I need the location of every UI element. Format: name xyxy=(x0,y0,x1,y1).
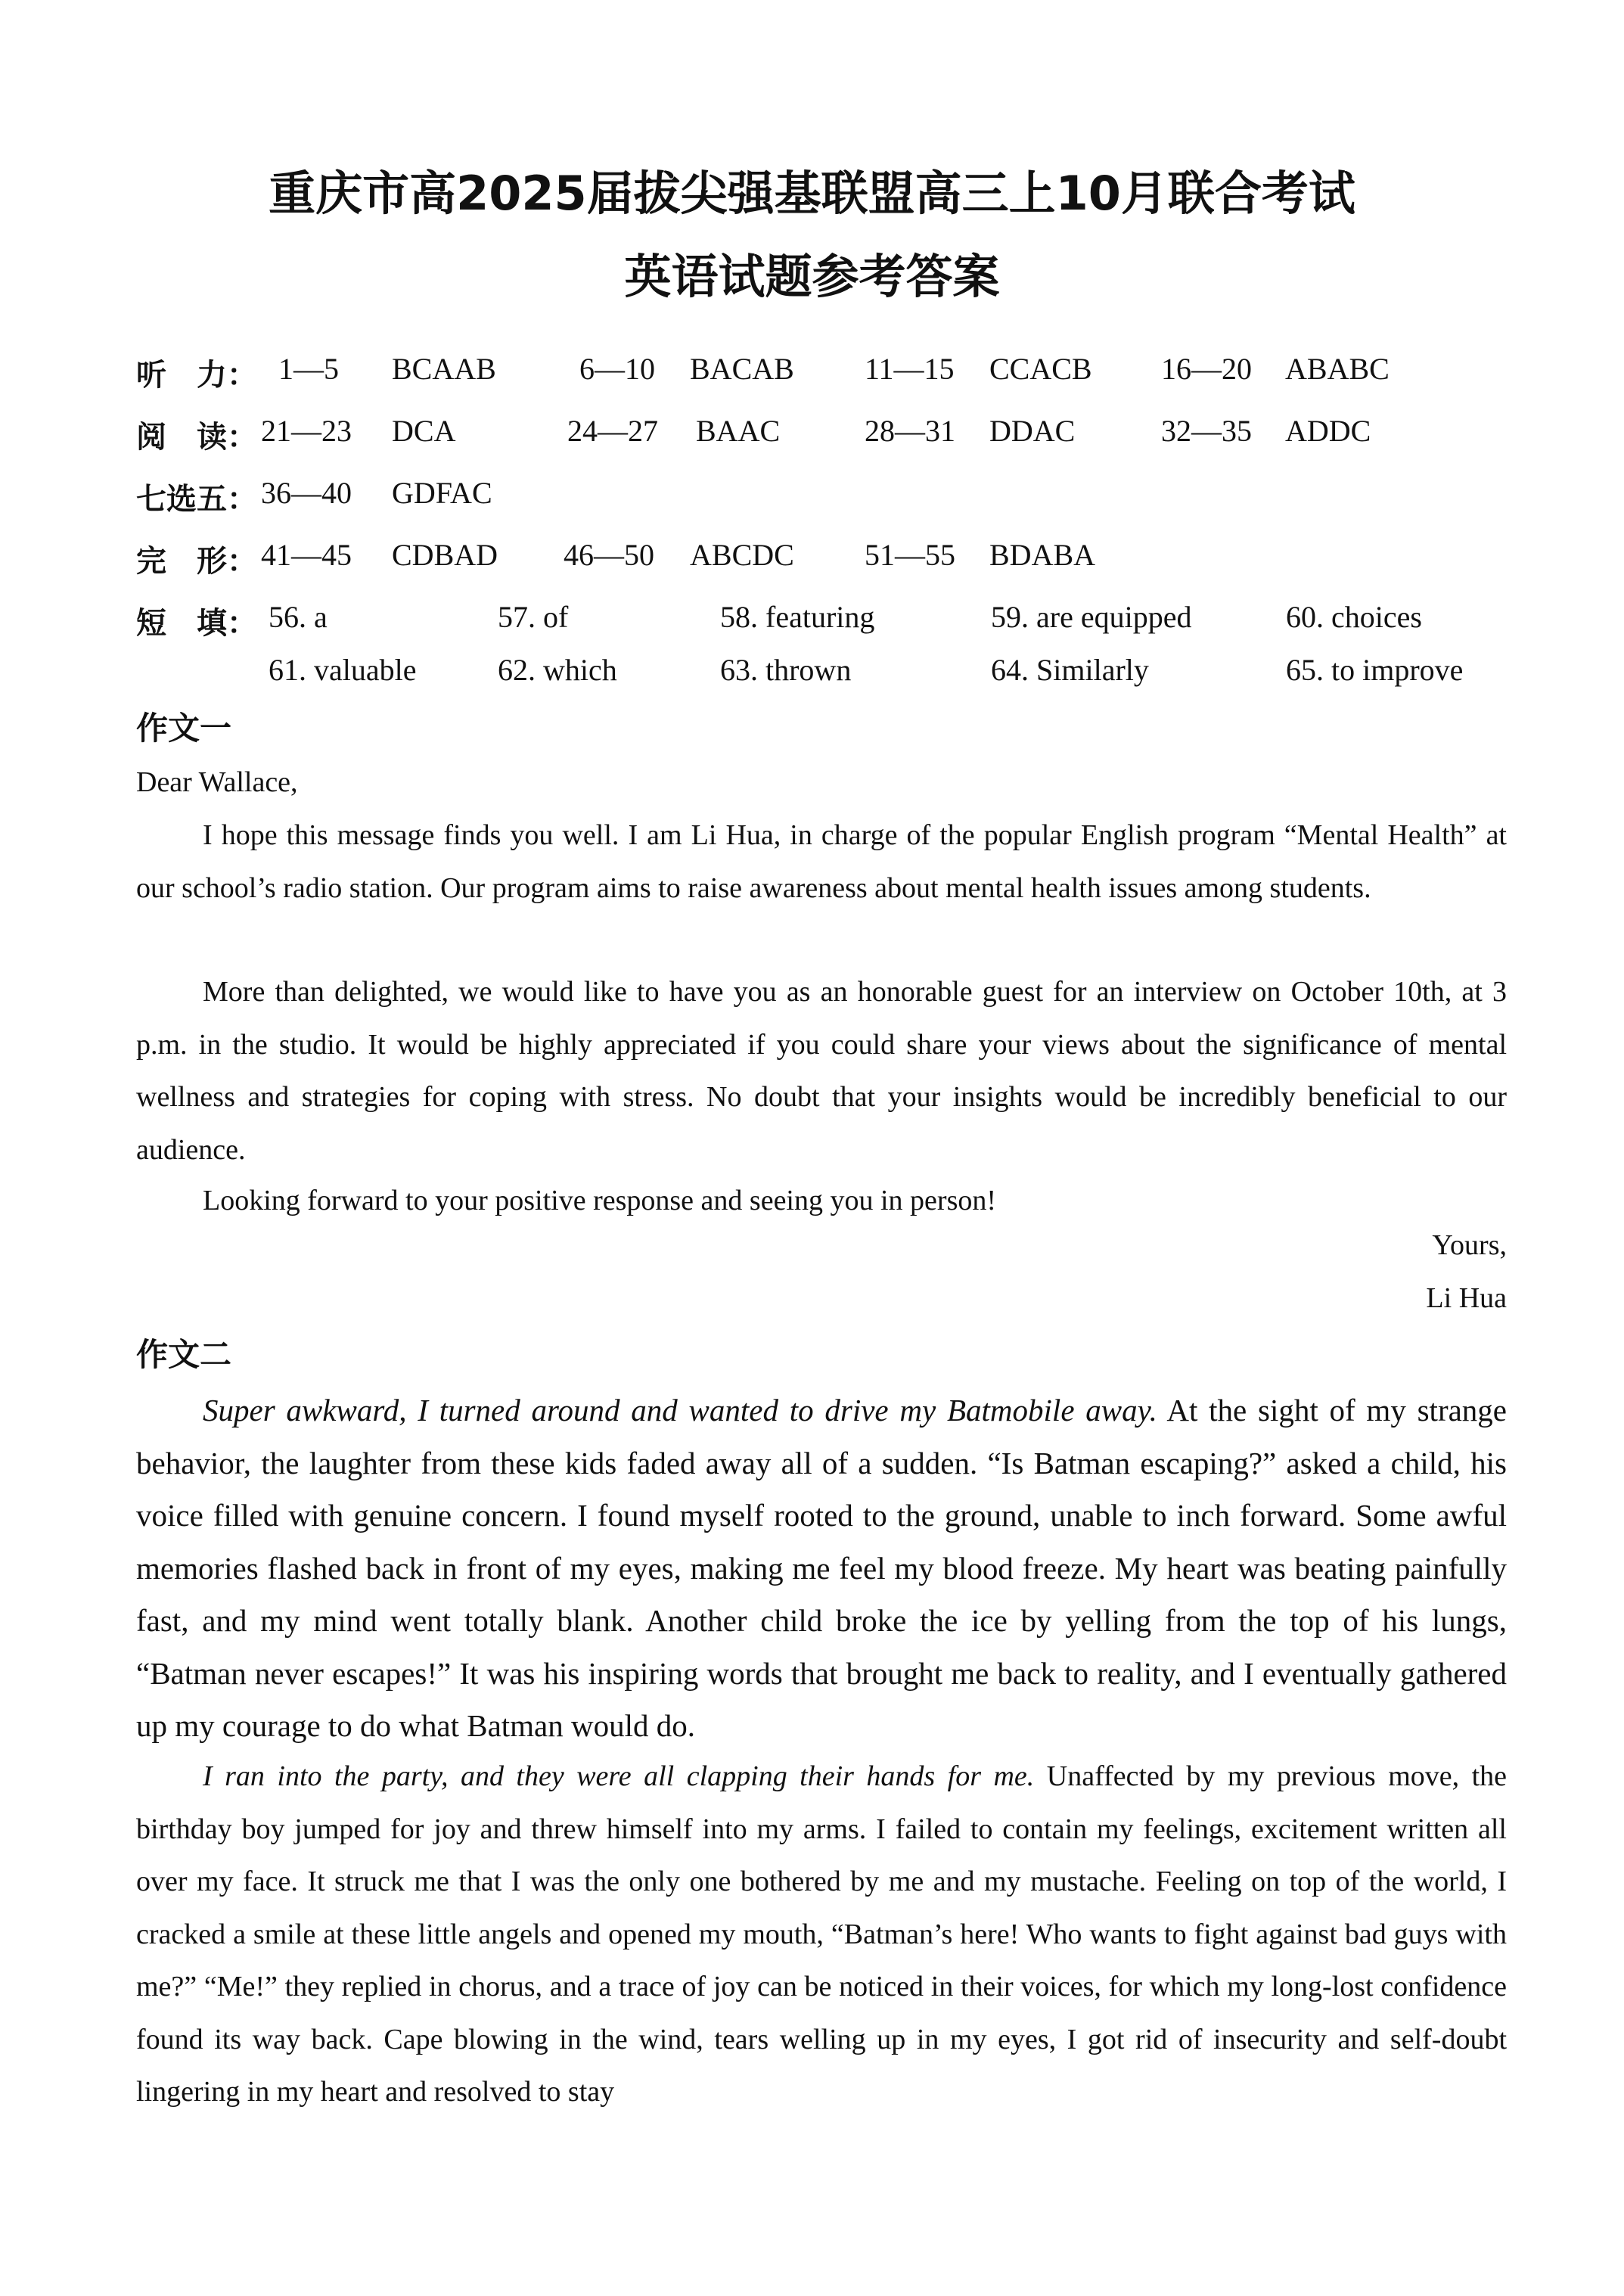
answer-key: BAAC xyxy=(696,414,781,448)
page-subtitle: 英语试题参考答案 xyxy=(624,249,1000,304)
answer-range: 16—20 xyxy=(1161,352,1252,386)
answer-key: BCAAB xyxy=(392,352,496,386)
answer-key: CCACB xyxy=(989,352,1092,386)
answer-range: 51—55 xyxy=(865,538,955,572)
answer-key: CDBAD xyxy=(392,538,498,572)
fill-answer: 65. to improve xyxy=(1286,653,1464,687)
answer-range: 1—5 xyxy=(278,352,339,386)
essay1-paragraph: I hope this message finds you well. I am Li Hua, in charge of the popular English program “Mental Health” at our school’s radio station. Our program aims to raise awareness about mental health issues among students. xyxy=(136,819,1507,904)
answer-key: GDFAC xyxy=(392,476,492,510)
answer-range: 32—35 xyxy=(1161,414,1252,448)
answer-range: 36—40 xyxy=(261,476,352,510)
essay1-paragraph: More than delighted, we would like to have you as an honorable guest for an interview on October 10th, at 3 p.m. in the studio. It would be highly appreciated if you could share your views about the significance of mental wellness and strategies for coping with stress. No doubt that your insights would be incredibly beneficial to our audience. xyxy=(136,976,1507,1166)
answer-range: 24—27 xyxy=(567,414,658,448)
answer-range: 11—15 xyxy=(865,352,955,386)
answer-range: 28—31 xyxy=(865,414,955,448)
essay2-text: Unaffected by my previous move, the birthday boy jumped for joy and threw himself into my arms. I failed to contain my feelings, excitement written all over my face. It struck me that I was the only one bothered by me and my mustache. Feeling on top of the world, I cracked a smile at these little angels and opened my mouth, “Batman’s here! Who wants to fight against bad guys with me?” “Me!” they replied in chorus, and a trace of joy can be noticed in their voices, for which my long-lost confidence found its way back. Cape blowing in the wind, tears welling up in my eyes, I got rid of insecurity and self-doubt lingering in my heart and resolved to stay xyxy=(136,1760,1508,2108)
essay2-heading: 作文二 xyxy=(136,1336,232,1373)
answer-range: 6—10 xyxy=(579,352,655,386)
essay2-text: At the sight of my strange behavior, the laughter from these kids faded away all of a sudden. “Is Batman escaping?” asked a child, his voice filled with genuine concern. I found myself rooted to the ground, unable to inch forward. Some awful memories flashed back in front of my eyes, making me feel my blood freeze. My heart was beating painfully fast, and my mind went totally blank. Another child broke the ice by yelling from the top of his lungs, “Batman never escapes!” It was his inspiring words that brought me back to reality, and I eventually gathered up my courage to do what Batman would do. xyxy=(136,1393,1507,1743)
listening-label: 听 力： xyxy=(136,358,257,393)
answer-key: ADDC xyxy=(1285,414,1371,448)
fill-answer: 58. featuring xyxy=(720,600,875,634)
essay2-given-opening: I ran into the party, and they were all clapping their hands for me. xyxy=(203,1760,1035,1792)
fill-answer: 61. valuable xyxy=(269,653,417,687)
answer-range: 46—50 xyxy=(564,538,654,572)
fill-answer: 59. are equipped xyxy=(991,600,1192,634)
answer-key: ABCDC xyxy=(690,538,794,572)
reading-label: 阅 读： xyxy=(136,420,257,455)
answer-key: DCA xyxy=(392,414,456,448)
fill-answer: 57. of xyxy=(498,600,569,634)
answer-key: BDABA xyxy=(989,538,1096,572)
seven-five-label: 七选五： xyxy=(136,482,257,517)
fill-label: 短 填： xyxy=(136,606,257,641)
answer-key: ABABC xyxy=(1285,352,1390,386)
essay2-given-opening: Super awkward, I turned around and wanted to drive my Batmobile away. xyxy=(203,1393,1157,1428)
essay1-heading: 作文一 xyxy=(136,710,232,747)
essay2-paragraph xyxy=(136,1384,1507,1753)
answer-range: 21—23 xyxy=(261,414,352,448)
answer-key: BACAB xyxy=(690,352,794,386)
fill-answer: 56. a xyxy=(269,600,328,634)
fill-answer: 62. which xyxy=(498,653,617,687)
answer-range: 41—45 xyxy=(261,538,352,572)
cloze-label: 完 形： xyxy=(136,544,257,579)
fill-answer: 60. choices xyxy=(1286,600,1422,634)
essay1-salutation: Dear Wallace, xyxy=(136,766,298,798)
essay1-closing: Yours, xyxy=(1432,1229,1507,1261)
fill-answer: 63. thrown xyxy=(720,653,852,687)
essay1-signature: Li Hua xyxy=(1426,1282,1507,1314)
essay1-paragraph: Looking forward to your positive response and seeing you in person! xyxy=(203,1185,997,1216)
page-title: 重庆市高2025届拔尖强基联盟高三上10月联合考试 xyxy=(269,166,1355,221)
fill-answer: 64. Similarly xyxy=(991,653,1149,687)
answer-key: DDAC xyxy=(989,414,1076,448)
essay2-paragraph xyxy=(136,1751,1507,2119)
